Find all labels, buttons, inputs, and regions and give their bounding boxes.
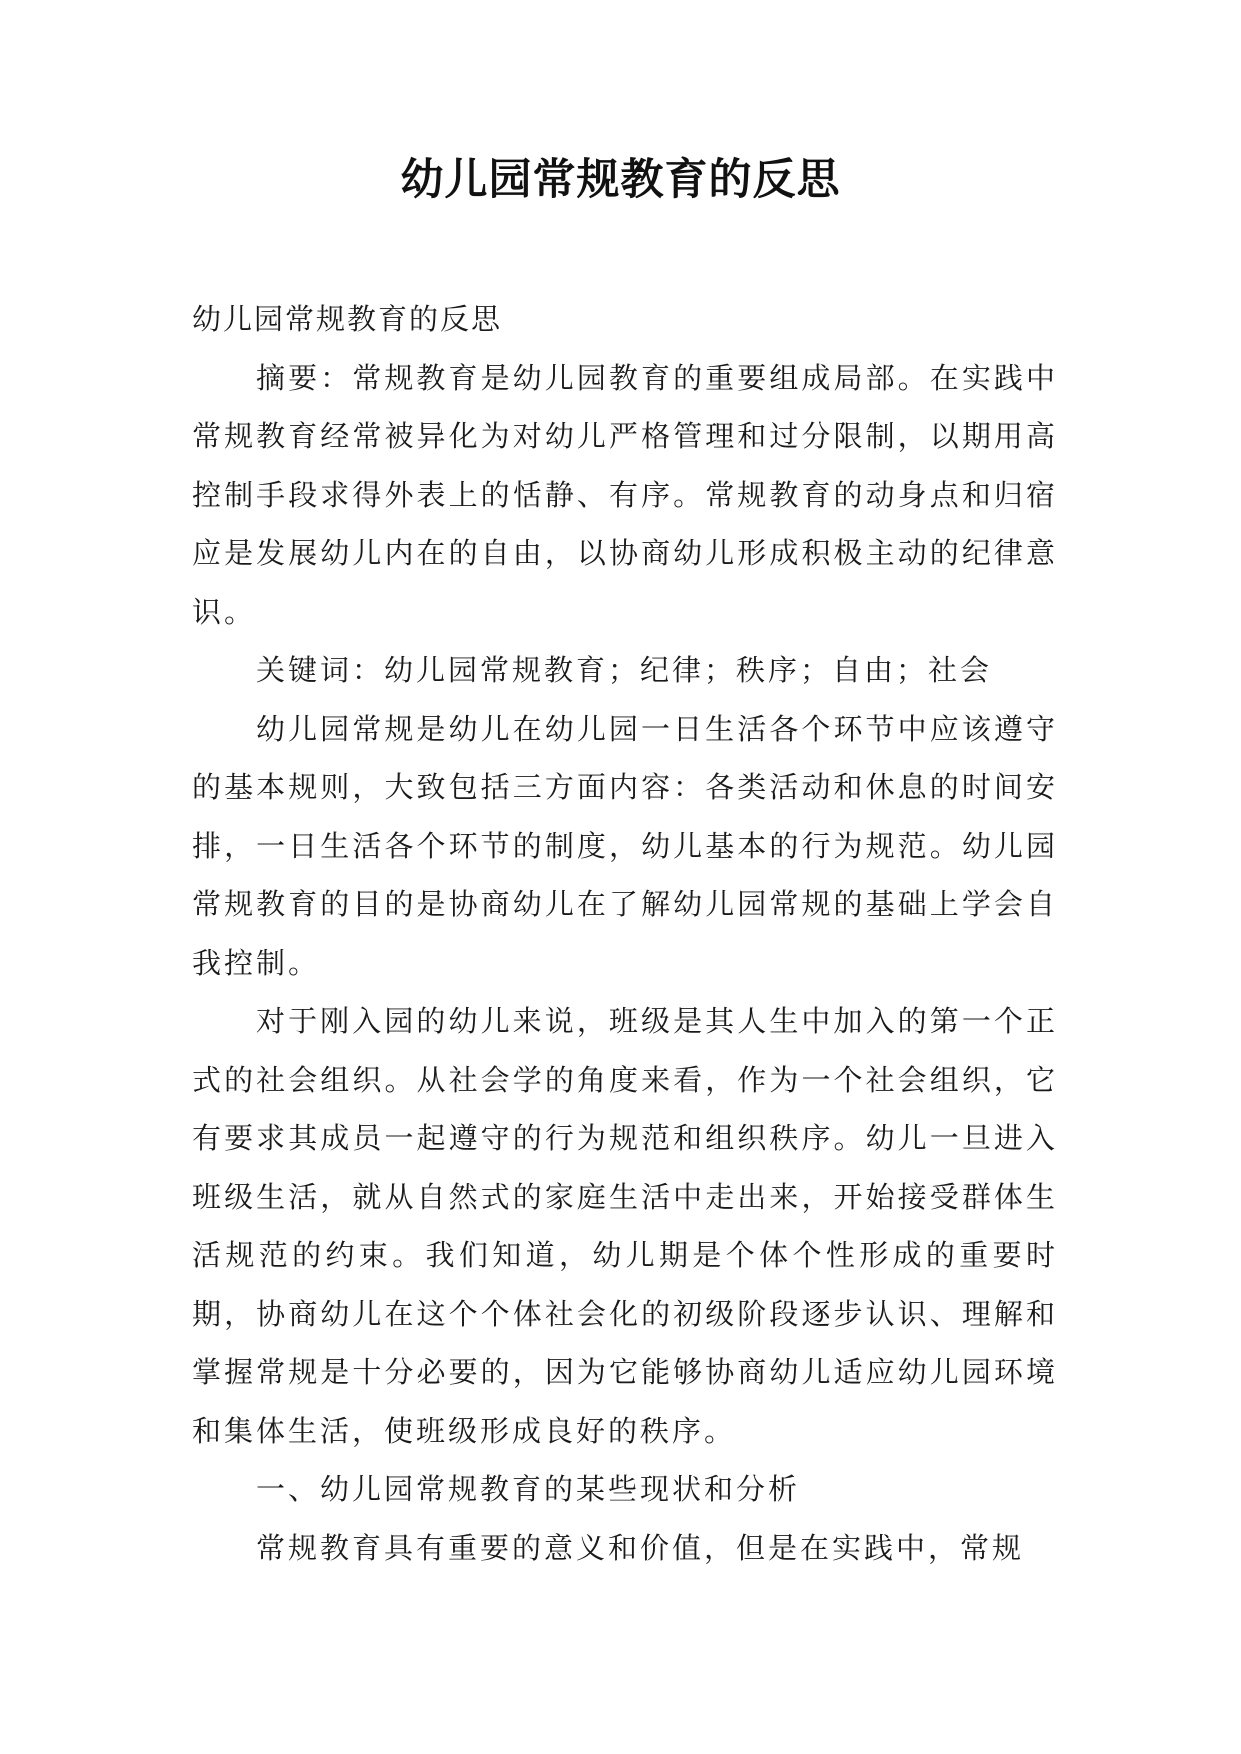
- abstract-paragraph: 摘要：常规教育是幼儿园教育的重要组成局部。在实践中常规教育经常被异化为对幼儿严格管理和过分限制，以期用高控制手段求得外表上的恬静、有序。常规教育的动身点和归宿应是发展幼儿内在的自由，以协商幼儿形成积极主动的纪律意识。: [192, 360, 1058, 629]
- body-paragraph: 幼儿园常规是幼儿在幼儿园一日生活各个环节中应该遵守的基本规则，大致包括三方面内容：各类活动和休息的时间安排，一日生活各个环节的制度，幼儿基本的行为规范。幼儿园常规教育的目的是协商幼儿在了解幼儿园常规的基础上学会自我控制。: [192, 711, 1058, 980]
- body-paragraph: 对于刚入园的幼儿来说，班级是其人生中加入的第一个正式的社会组织。从社会学的角度来看，作为一个社会组织，它有要求其成员一起遵守的行为规范和组织秩序。幼儿一旦进入班级生活，就从自然式的家庭生活中走出来，开始接受群体生活规范的约束。我们知道，幼儿期是个体个性形成的重要时期，协商幼儿在这个个体社会化的初级阶段逐步认识、理解和掌握常规是十分必要的，因为它能够协商幼儿适应幼儿园环境和集体生活，使班级形成良好的秩序。: [192, 1004, 1058, 1448]
- section-heading: 一、幼儿园常规教育的某些现状和分析: [256, 1472, 801, 1506]
- keywords-paragraph: 关键词：幼儿园常规教育；纪律；秩序；自由；社会: [256, 653, 993, 687]
- document-title: 幼儿园常规教育的反思: [400, 155, 841, 205]
- subtitle-paragraph: 幼儿园常规教育的反思: [192, 302, 503, 336]
- document-body: [192, 290, 1058, 1577]
- body-paragraph: 常规教育具有重要的意义和价值，但是在实践中，常规: [256, 1530, 1025, 1565]
